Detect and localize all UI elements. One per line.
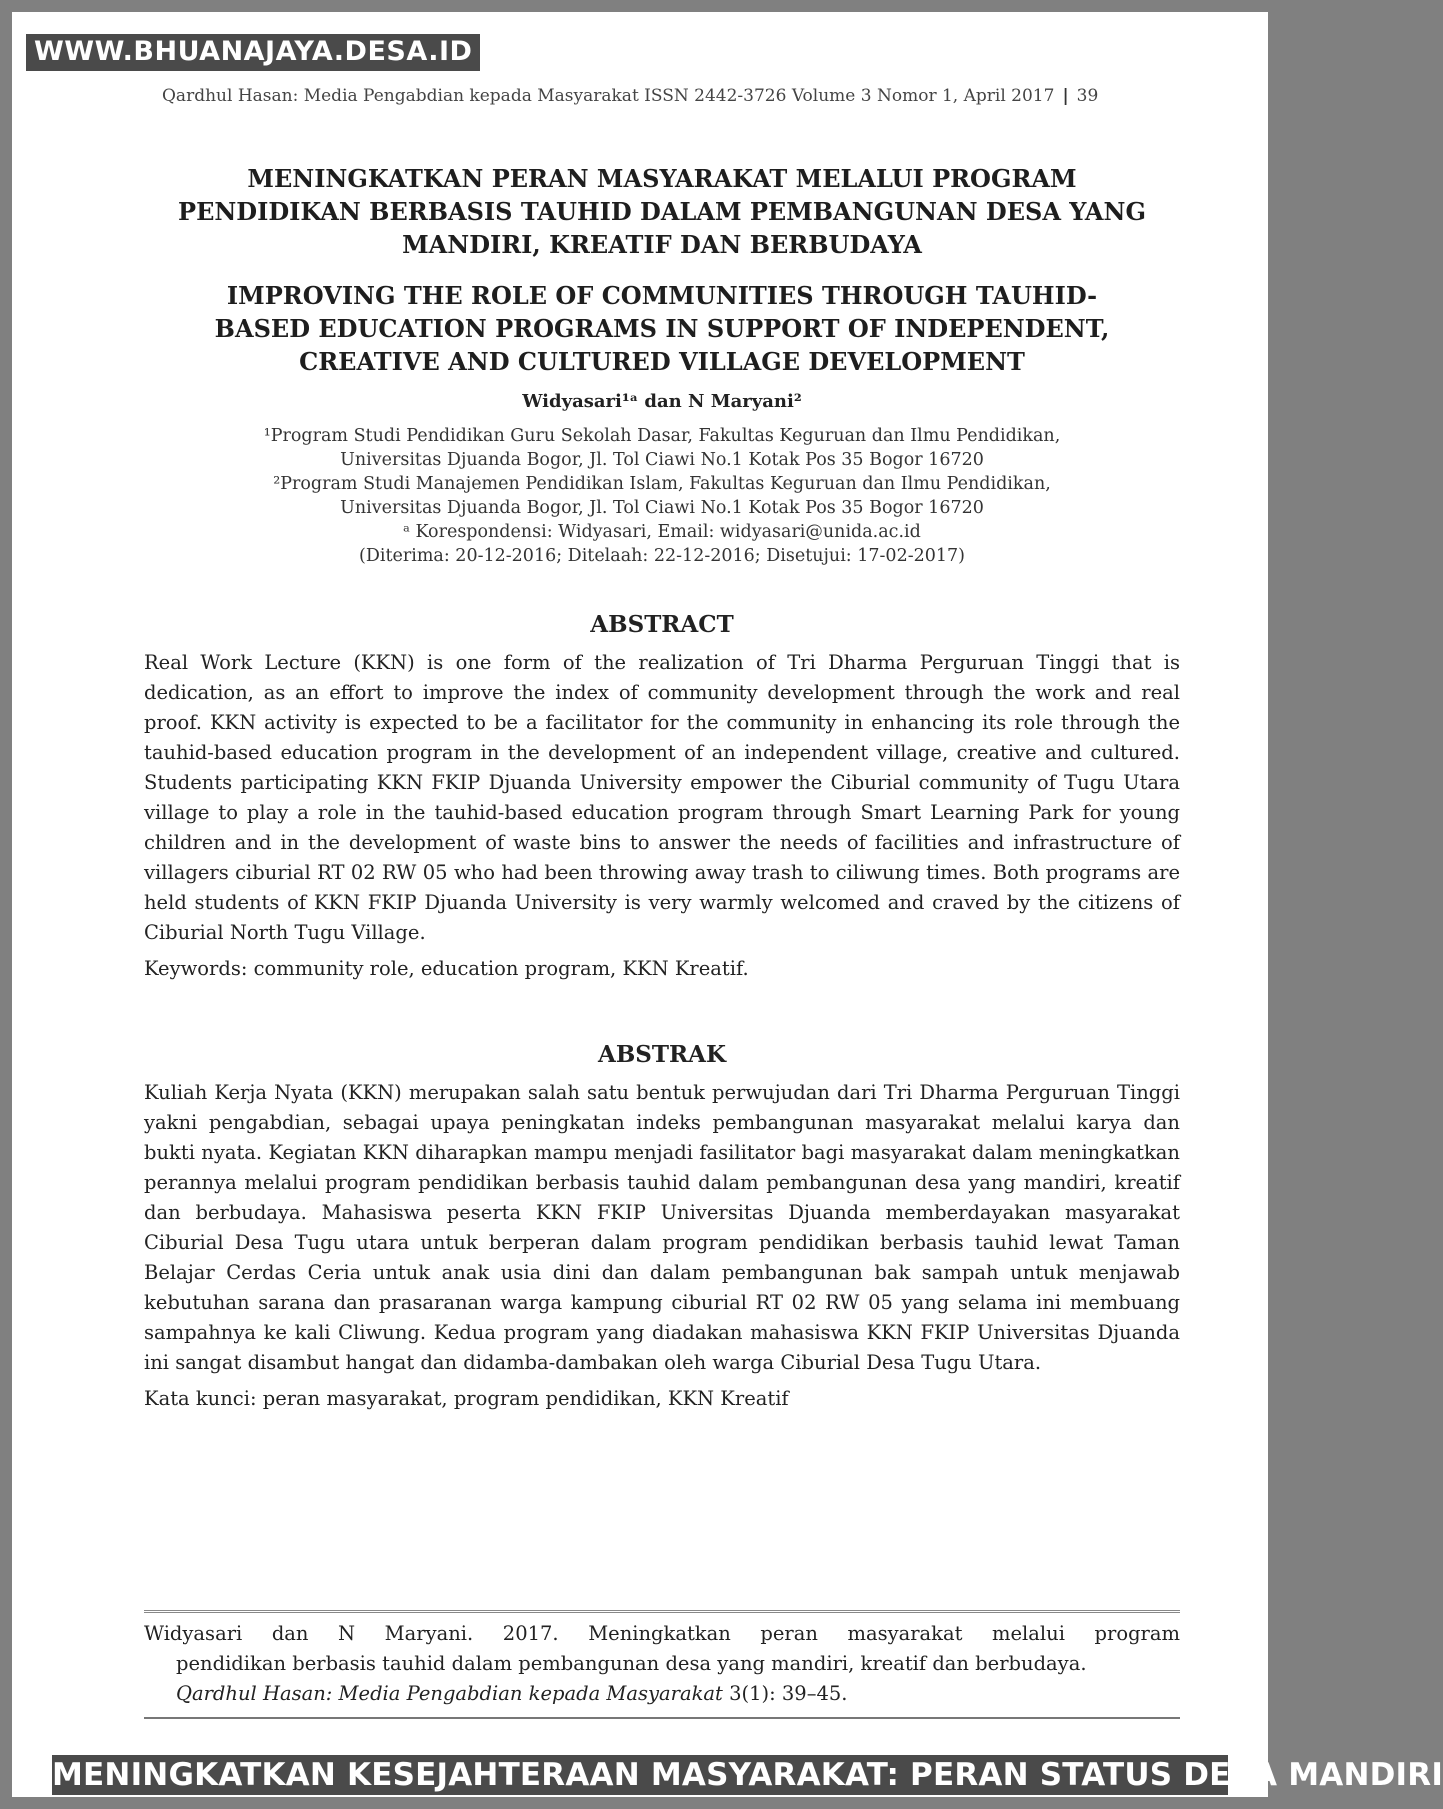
abstract-heading: ABSTRACT [590,611,734,638]
affiliation-line: Universitas Djuanda Bogor, Jl. Tol Ciawi No.1 Kotak Pos 35 Bogor 16720 [340,450,984,470]
dates-line: (Diterima: 20-12-2016; Ditelaah: 22-12-2016; Disetujui: 17-02-2017) [359,546,965,566]
citation-line-3 [144,1679,1180,1709]
affiliations [144,424,1180,568]
article-content [144,162,1180,1414]
abstract-body: Real Work Lecture (KKN) is one form of the realization of Tri Dharma Perguruan Tinggi that is dedication, as an effort to improve the index of community development through the work and real proof. KKN activity is expected to be a facilitator for the community in enhancing its role through the tauhid-based education program in the development of an independent village, creative and cultured. Students participating KKN FKIP Djuanda University empower the Ciburial community of Tugu Utara village to play a role in the tauhid-based education program through Smart Learning Park for young children and in the development of waste bins to answer the needs of facilities and infrastructure of villagers ciburial RT 02 RW 05 who had been throwing away trash to ciliwung times. Both programs are held students of KKN FKIP Djuanda University is very warmly welcomed and craved by the citizens of Ciburial North Tugu Village. [144,651,1180,944]
bottom-banner: MENINGKATKAN KESEJAHTERAAN MASYARAKAT: PERAN STATUS DESA MANDIRI [52,1757,1443,1793]
affiliation-line: ¹Program Studi Pendidikan Guru Sekolah Dasar, Fakultas Keguruan dan Ilmu Pendidikan, [263,426,1061,446]
running-header [162,86,1182,106]
authors: Widyasari¹ᵃ dan N Maryani² [522,391,802,412]
journal-header-text: Qardhul Hasan: Media Pengabdian kepada Masyarakat ISSN 2442-3726 Volume 3 Nomor 1, April 2017 [162,86,1055,106]
abstrak-heading: ABSTRAK [598,1041,726,1068]
header-separator: | [1062,86,1069,106]
title-english: IMPROVING THE ROLE OF COMMUNITIES THROUGH TAUHID-BASED EDUCATION PROGRAMS IN SUPPORT OF INDEPENDENT, CREATIVE AND CULTURED VILLAGE DEVELOPMENT [214,281,1110,376]
citation-line-1: Widyasari dan N Maryani. 2017. Meningkatkan peran masyarakat melalui program [144,1622,1180,1645]
document-page [12,12,1443,1797]
abstrak-keywords: Kata kunci: peran masyarakat, program pendidikan, KKN Kreatif [144,1387,789,1410]
citation-journal: Qardhul Hasan: Media Pengabdian kepada Masyarakat [176,1682,723,1705]
website-watermark: WWW.BHUANAJAYA.DESA.ID [26,34,480,71]
abstrak-body: Kuliah Kerja Nyata (KKN) merupakan salah satu bentuk perwujudan dari Tri Dharma Perguruan Tinggi yakni pengabdian, sebagai upaya peningkatan indeks pembangunan masyarakat melalui karya dan bukti nyata. Kegiatan KKN diharapkan mampu menjadi fasilitator bagi masyarakat dalam meningkatkan perannya melalui program pendidikan berbasis tauhid dalam pembangunan desa yang mandiri, kreatif dan berbudaya. Mahasiswa peserta KKN FKIP Universitas Djuanda memberdayakan masyarakat Ciburial Desa Tugu utara untuk berperan dalam program pendidikan berbasis tauhid lewat Taman Belajar Cerdas Ceria untuk anak usia dini dan dalam pembangunan bak sampah untuk menjawab kebutuhan sarana dan prasaranan warga kampung ciburial RT 02 RW 05 yang selama ini membuang sampahnya ke kali Cliwung. Kedua program yang diadakan mahasiswa KKN FKIP Universitas Djuanda ini sangat disambut hangat dan didamba-dambakan oleh warga Ciburial Desa Tugu Utara. [144,1081,1180,1374]
citation-box [144,1610,1180,1719]
affiliation-line: ²Program Studi Manajemen Pendidikan Islam, Fakultas Keguruan dan Ilmu Pendidikan, [273,474,1051,494]
title-indonesian: MENINGKATKAN PERAN MASYARAKAT MELALUI PROGRAM PENDIDIKAN BERBASIS TAUHID DALAM PEMBANGUNAN DESA YANG MANDIRI, KREATIF DAN BERBUDAYA [178,164,1146,259]
abstract-keywords: Keywords: community role, education program, KKN Kreatif. [144,957,749,980]
citation-line-2: pendidikan berbasis tauhid dalam pembangunan desa yang mandiri, kreatif dan berbudaya. [176,1652,1087,1675]
page-number: 39 [1076,86,1099,106]
affiliation-line: Universitas Djuanda Bogor, Jl. Tol Ciawi No.1 Kotak Pos 35 Bogor 16720 [340,498,984,518]
correspondence-line: ᵃ Korespondensi: Widyasari, Email: widyasari@unida.ac.id [403,522,921,542]
citation-volume-pages: 3(1): 39–45. [722,1682,848,1705]
